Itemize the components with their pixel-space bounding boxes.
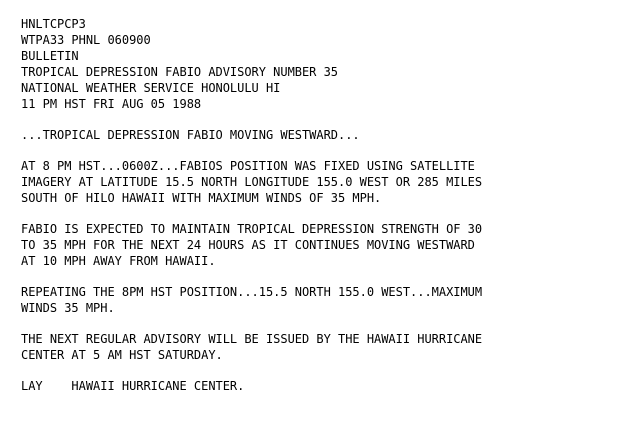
paragraph-line: FABIO IS EXPECTED TO MAINTAIN TROPICAL DEPRESSION STRENGTH OF 30 bbox=[21, 222, 483, 236]
paragraph-line: REPEATING THE 8PM HST POSITION...15.5 NORTH 155.0 WEST...MAXIMUM bbox=[21, 285, 483, 299]
wmo-header: WTPA33 PHNL 060900 bbox=[21, 33, 151, 47]
issue-time: 11 PM HST FRI AUG 05 1988 bbox=[21, 97, 202, 111]
repeat-position-paragraph bbox=[21, 284, 621, 316]
bulletin-label: BULLETIN bbox=[21, 49, 79, 63]
forecast-paragraph bbox=[21, 221, 621, 269]
spacer bbox=[21, 143, 621, 158]
paragraph-line: IMAGERY AT LATITUDE 15.5 NORTH LONGITUDE 155.0 WEST OR 285 MILES bbox=[21, 175, 483, 189]
advisory-header bbox=[21, 16, 621, 112]
spacer bbox=[21, 316, 621, 331]
product-id: HNLTCPCP3 bbox=[21, 17, 86, 31]
spacer bbox=[21, 363, 621, 378]
paragraph-line: SOUTH OF HILO HAWAII WITH MAXIMUM WINDS OF 35 MPH. bbox=[21, 191, 382, 205]
paragraph-line: THE NEXT REGULAR ADVISORY WILL BE ISSUED BY THE HAWAII HURRICANE bbox=[21, 332, 483, 346]
spacer bbox=[21, 206, 621, 221]
paragraph-line: AT 8 PM HST...0600Z...FABIOS POSITION WAS FIXED USING SATELLITE bbox=[21, 159, 475, 173]
advisory-document bbox=[21, 16, 621, 394]
position-paragraph bbox=[21, 158, 621, 206]
paragraph-line: AT 10 MPH AWAY FROM HAWAII. bbox=[21, 254, 216, 268]
spacer bbox=[21, 269, 621, 284]
advisory-title: TROPICAL DEPRESSION FABIO ADVISORY NUMBER 35 bbox=[21, 65, 339, 79]
paragraph-line: CENTER AT 5 AM HST SATURDAY. bbox=[21, 348, 223, 362]
paragraph-line: WINDS 35 MPH. bbox=[21, 301, 115, 315]
issuing-office: NATIONAL WEATHER SERVICE HONOLULU HI bbox=[21, 81, 281, 95]
next-advisory-paragraph bbox=[21, 331, 621, 363]
paragraph-line: TO 35 MPH FOR THE NEXT 24 HOURS AS IT CONTINUES MOVING WESTWARD bbox=[21, 238, 475, 252]
spacer bbox=[21, 112, 621, 127]
signature-line: LAY HAWAII HURRICANE CENTER. bbox=[21, 379, 245, 393]
headline: ...TROPICAL DEPRESSION FABIO MOVING WESTWARD... bbox=[21, 128, 360, 142]
